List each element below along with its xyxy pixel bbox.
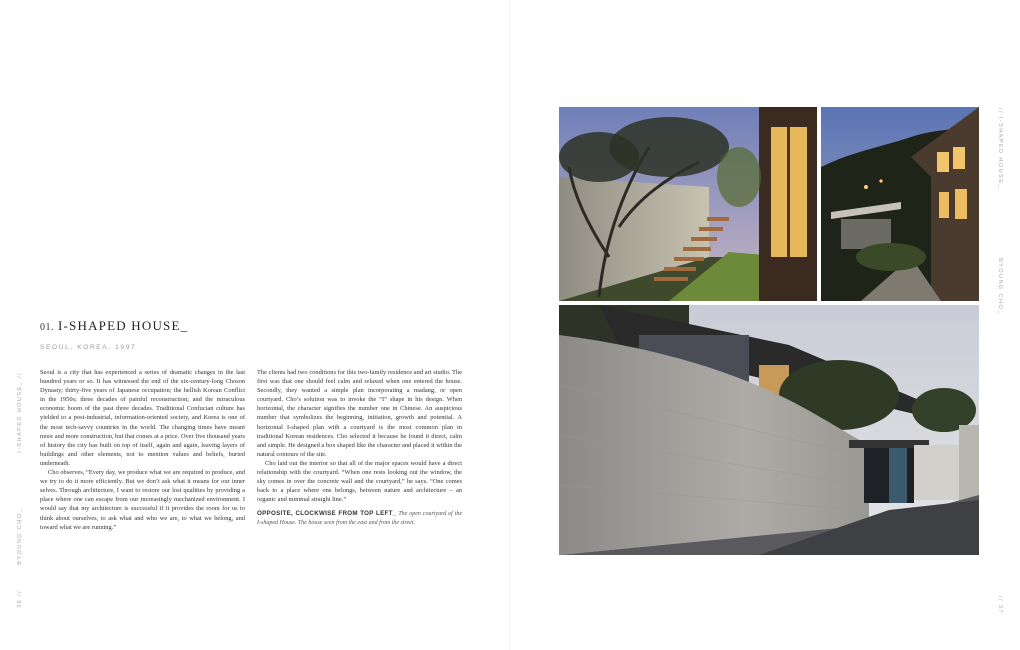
running-head-left: I-SHAPED HOUSE_ // (17, 372, 23, 453)
chapter-number: 01. (40, 322, 54, 333)
caption-heading: OPPOSITE, CLOCKWISE FROM TOP LEFT_ (257, 510, 397, 518)
page-number-left: 36 // (17, 590, 23, 608)
courtyard-stairs-photo (559, 107, 817, 301)
paragraph: Seoul is a city that has experienced a series of dramatic changes in the last hundred years or so. It has witnessed the end of the six-century-long Choson Dynasty; thirty-five years of Japanese occupation; the hellish Korean Conflict in the 1950s; three decades of painful reconstruction; and the miraculous economic boom of the past three decades. Traditional Confucian culture has yielded to a post-industrial, information-oriented society, and Korea is one of the most tech-savvy countries in the world. The changing times have meant more and more construction, but that comes at a price. Over five thousand years of history the city has built on top of itself, again and again, leaving layers of buildings and other elements, not to mention values and beliefs, buried underneath. (40, 369, 245, 467)
chapter-title-text: I-SHAPED HOUSE_ (58, 318, 189, 333)
page-number-right: // 37 (997, 596, 1003, 614)
author-left: BYOUNG CHO_ (17, 508, 23, 565)
text-column-1 (40, 368, 245, 532)
house-east-view-photo (821, 107, 979, 301)
page-gutter (509, 0, 511, 650)
street-wall-photo (559, 305, 979, 555)
photo-courtyard-dusk-icon (559, 107, 817, 301)
caption-body: The open courtyard of the I-shaped House. The house seen from the east and from the street. (257, 511, 463, 526)
text-column-2 (257, 368, 462, 527)
author-right: BYOUNG CHO_ (997, 258, 1003, 315)
photo-concrete-wall-street-icon (559, 305, 979, 555)
photo-house-night-icon (821, 107, 979, 301)
photo-caption (257, 510, 462, 526)
running-head-right: // I-SHAPED HOUSE_ (997, 108, 1003, 189)
paragraph: Cho laid out the interior so that all of the major spaces would have a direct relationship with the courtyard. “When one rests looking out the window, the sky comes in over the concrete wall and the courtyard,” he says. “One comes back to a place where one belongs, between nature and architecture – an organic and minimal straight line.” (257, 459, 462, 504)
location-subtitle: SEOUL, KOREA, 1997 (40, 344, 137, 351)
paragraph: The clients had two conditions for this two-family residence and art studio. The first was that one should feel calm and relaxed when one entered the house. Secondly, they wanted a simple plan incorporating a madang, or open courtyard. Cho’s solution was to invoke the “I” shape in his design. When horizontal, the character signifies the number one in Chinese. An auspicious number that symbolizes the beginning, initiation, growth and potential. A horizontal I-shaped plan with a courtyard is the most common plan in traditional Korean residences. Cho selected it because he found it direct, calm and simple. He designed a box shaped like the character and placed it within the natural contours of the site. (257, 369, 462, 458)
paragraph: Cho observes, “Every day, we produce what we are required to produce, and we try to do it more efficiently. But we don’t ask what it means for our inner selves. Through architecture, I want to restore our lost qualities by providing a place where one can escape from our increasingly mechanized environment. I would say that my architecture is successful if it provides the room for us to think about ourselves, to ask what and who we are, to what we belong, and toward what we are running.” (40, 469, 245, 531)
chapter-title (40, 318, 188, 334)
